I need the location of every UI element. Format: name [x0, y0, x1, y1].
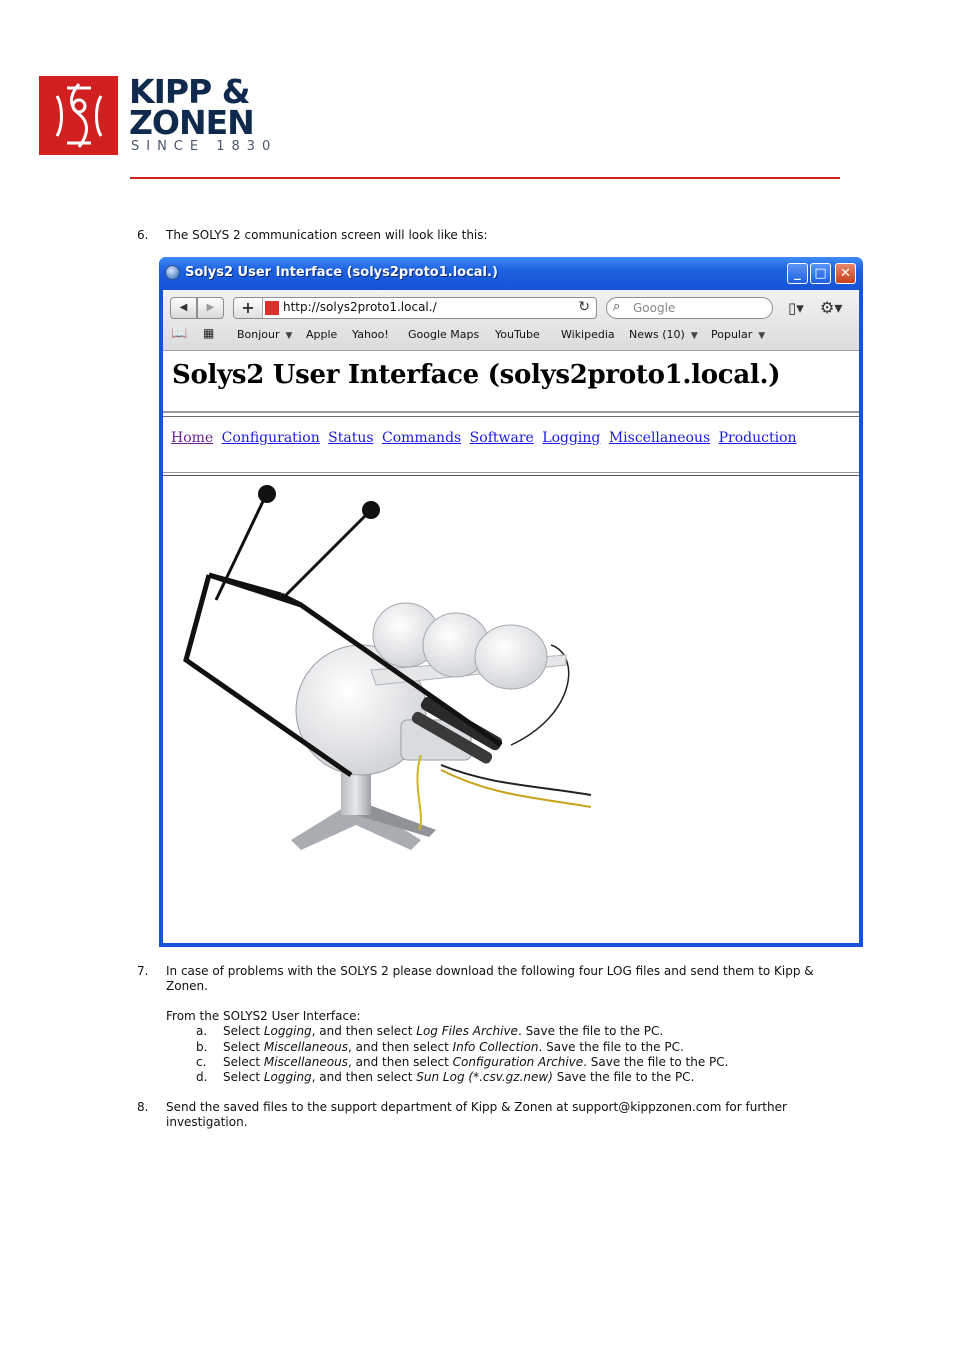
gear-icon[interactable]: ⚙▾ — [820, 298, 843, 317]
bookmarks-book-icon[interactable]: 📖 — [171, 326, 188, 341]
bookmark-news[interactable]: News (10) ▼ — [629, 328, 698, 341]
browser-client-area — [163, 290, 859, 943]
search-placeholder: Google — [633, 301, 676, 315]
bookmark-google-maps[interactable]: Google Maps — [408, 328, 480, 341]
site-nav — [171, 430, 801, 446]
solys2-sun-tracker-image — [171, 485, 591, 880]
nav-link-miscellaneous[interactable]: Miscellaneous — [608, 430, 711, 446]
close-button[interactable]: ✕ — [835, 263, 856, 284]
minimize-button[interactable]: _ — [787, 263, 808, 284]
frame-divider — [163, 416, 859, 417]
url-text: http://solys2proto1.local./ — [283, 300, 437, 314]
step-8-text-line-2: investigation. — [166, 1115, 248, 1129]
list-item-letter: d. — [196, 1070, 208, 1084]
step-7-intro: From the SOLYS2 User Interface: — [166, 1009, 361, 1023]
bookmark-wikipedia[interactable]: Wikipedia — [561, 328, 615, 341]
back-button[interactable]: ◀ — [170, 297, 197, 319]
search-input[interactable] — [606, 297, 773, 319]
frame-divider — [163, 475, 859, 476]
window-titlebar — [159, 257, 863, 290]
nav-link-commands[interactable]: Commands — [382, 430, 462, 446]
step-7-text-line-2: Zonen. — [166, 979, 208, 993]
step-7-text-line-1: In case of problems with the SOLYS 2 please download the following four LOG files and send them to Kipp & — [166, 964, 814, 978]
bookmark-bonjour[interactable]: Bonjour ▼ — [237, 328, 293, 341]
logo-line-2: ZONEN — [129, 103, 254, 142]
browser-toolbar — [163, 290, 859, 351]
step-6-number: 6. — [137, 228, 149, 242]
bookmark-yahoo[interactable]: Yahoo! — [352, 328, 389, 341]
header-divider — [130, 177, 840, 179]
forward-button[interactable]: ▶ — [197, 297, 224, 319]
frame-divider — [163, 411, 859, 413]
nav-link-status[interactable]: Status — [328, 430, 374, 446]
search-icon: ⌕ — [613, 299, 621, 314]
globe-icon — [165, 265, 180, 280]
site-favicon-icon — [265, 301, 279, 315]
bookmark-youtube[interactable]: YouTube — [495, 328, 540, 341]
bookmark-apple[interactable]: Apple — [306, 328, 338, 341]
kipp-zonen-logo-icon — [39, 76, 118, 155]
step-6-text: The SOLYS 2 communication screen will look like this: — [166, 228, 488, 242]
nav-link-home[interactable]: Home — [171, 430, 214, 446]
nav-link-software[interactable]: Software — [469, 430, 534, 446]
list-item: Select Miscellaneous, and then select Info Collection. Save the file to the PC. — [223, 1040, 684, 1054]
bookmark-popular[interactable]: Popular ▼ — [711, 328, 766, 341]
step-7-number: 7. — [137, 964, 149, 978]
page-menu-icon[interactable]: ▯▾ — [788, 299, 804, 317]
reload-icon[interactable]: ↻ — [578, 299, 590, 315]
page-heading: Solys2 User Interface (solys2proto1.local.) — [172, 360, 781, 390]
list-item: Select Logging, and then select Log Files Archive. Save the file to the PC. — [223, 1024, 664, 1038]
list-item: Select Logging, and then select Sun Log (*.csv.gz.new) Save the file to the PC. — [223, 1070, 695, 1084]
logo-since: SINCE 1830 — [131, 139, 278, 154]
nav-link-production[interactable]: Production — [718, 430, 797, 446]
window-title: Solys2 User Interface (solys2proto1.local.) — [185, 265, 498, 280]
list-item: Select Miscellaneous, and then select Configuration Archive. Save the file to the PC. — [223, 1055, 729, 1069]
logo-line-1: KIPP & — [129, 72, 250, 111]
list-item-letter: a. — [196, 1024, 208, 1038]
address-bar[interactable] — [233, 297, 597, 319]
nav-link-configuration[interactable]: Configuration — [221, 430, 320, 446]
list-item-letter: c. — [196, 1055, 207, 1069]
list-item-letter: b. — [196, 1040, 208, 1054]
maximize-button[interactable]: □ — [810, 263, 831, 284]
nav-link-logging[interactable]: Logging — [542, 430, 601, 446]
step-8-number: 8. — [137, 1100, 149, 1114]
top-sites-grid-icon[interactable]: ▦ — [203, 326, 214, 340]
frame-divider — [163, 472, 859, 473]
step-8-text-line-1: Send the saved files to the support department of Kipp & Zonen at support@kippzonen.com for further — [166, 1100, 787, 1114]
add-bookmark-icon[interactable]: + — [234, 298, 263, 318]
browser-window — [159, 257, 863, 947]
